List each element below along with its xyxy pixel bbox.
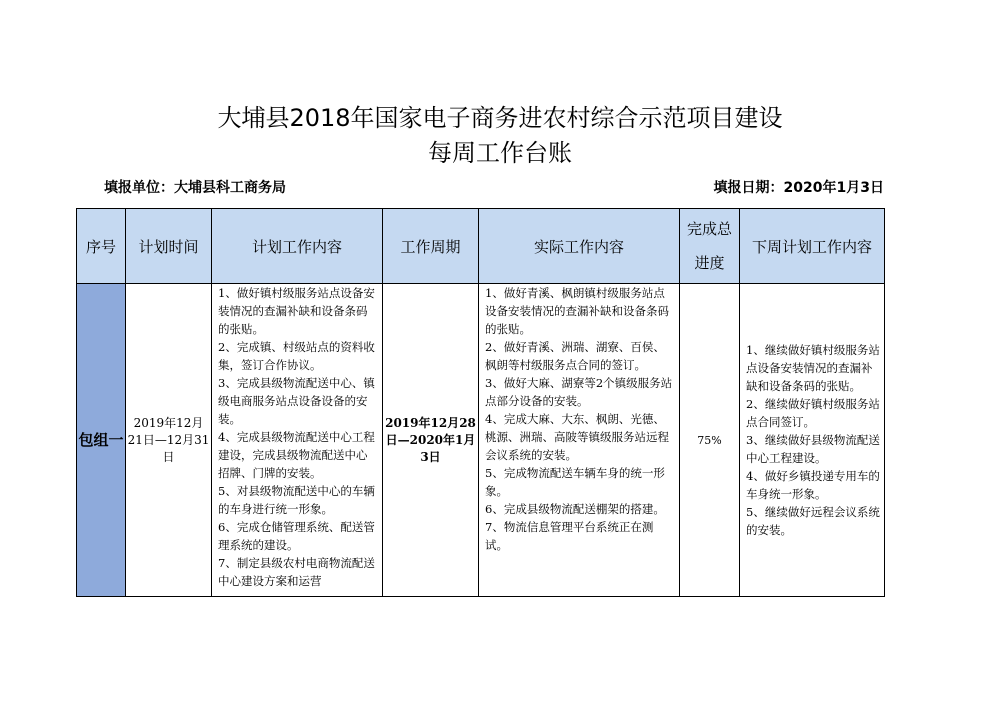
next-week-text: 1、继续做好镇村级服务站点设备安装情况的查漏补缺和设备条码的张贴。 2、继续做好镇村级服务站点合同签订。 3、继续做好县级物流配送中心工程建设。 4、做好乡镇投递专用车的车身统一形象。 5、继续做好远程会议系统的安装。	[746, 343, 880, 537]
actual-content-cell	[479, 284, 680, 597]
actual-content-text: 1、做好青溪、枫朗镇村级服务站点设备安装情况的查漏补缺和设备条码的张贴。 2、做好青溪、洲瑞、湖寮、百侯、枫朗等村级服务点合同的签订。 3、做好大麻、湖寮等2个镇级服务站点部分设备的安装。 4、完成大麻、大东、枫朗、光德、桃源、洲瑞、高陂等镇级服务站远程会议系统的安装。 5、完成物流配送车辆车身的统一形象。 6、完成县级物流配送棚架的搭建。 7、物流信息管理平台系统正在测试。	[485, 286, 673, 552]
filing-unit: 填报单位：大埔县科工商务局	[104, 180, 286, 196]
header-progress-line1: 完成总	[686, 220, 732, 238]
work-period-cell: 2019年12月28日—2020年1月3日	[383, 284, 479, 597]
header-actual-content: 实际工作内容	[479, 209, 680, 284]
table-row	[77, 284, 885, 597]
header-progress	[680, 209, 740, 284]
plan-content-text: 1、做好镇村级服务站点设备安装情况的查漏补缺和设备条码的张贴。 2、完成镇、村级站点的资料收集，签订合作协议。 3、完成县级物流配送中心、镇级电商服务站点设备设备的安装。 4、完成县级物流配送中心工程建设，完成县级物流配送中心招牌、门牌的安装。 5、对县级物流配送中心的车辆的车身进行统一形象。 6、完成仓储管理系统、配送管理系统的建设。 7、制定县级农村电商物流配送中心建设方案和运营	[218, 286, 375, 588]
next-week-cell	[740, 284, 885, 597]
filing-date: 填报日期：2020年1月3日	[713, 180, 884, 196]
header-seq: 序号	[77, 209, 126, 284]
document-title-line2: 每周工作台账	[428, 139, 572, 167]
plan-content-cell	[212, 284, 383, 597]
progress-cell: 75%	[680, 284, 740, 597]
document-title-line1: 大埔县2018年国家电子商务进农村综合示范项目建设	[217, 104, 783, 132]
header-progress-line2: 进度	[694, 254, 725, 272]
header-plan-time: 计划时间	[126, 209, 212, 284]
header-next-week: 下周计划工作内容	[740, 209, 885, 284]
plan-time-cell: 2019年12月21日—12月31日	[126, 284, 212, 597]
header-plan-content: 计划工作内容	[212, 209, 383, 284]
group-cell: 包组一	[77, 284, 126, 597]
work-ledger-table	[76, 208, 885, 597]
header-work-period: 工作周期	[383, 209, 479, 284]
table-header-row	[77, 209, 885, 284]
